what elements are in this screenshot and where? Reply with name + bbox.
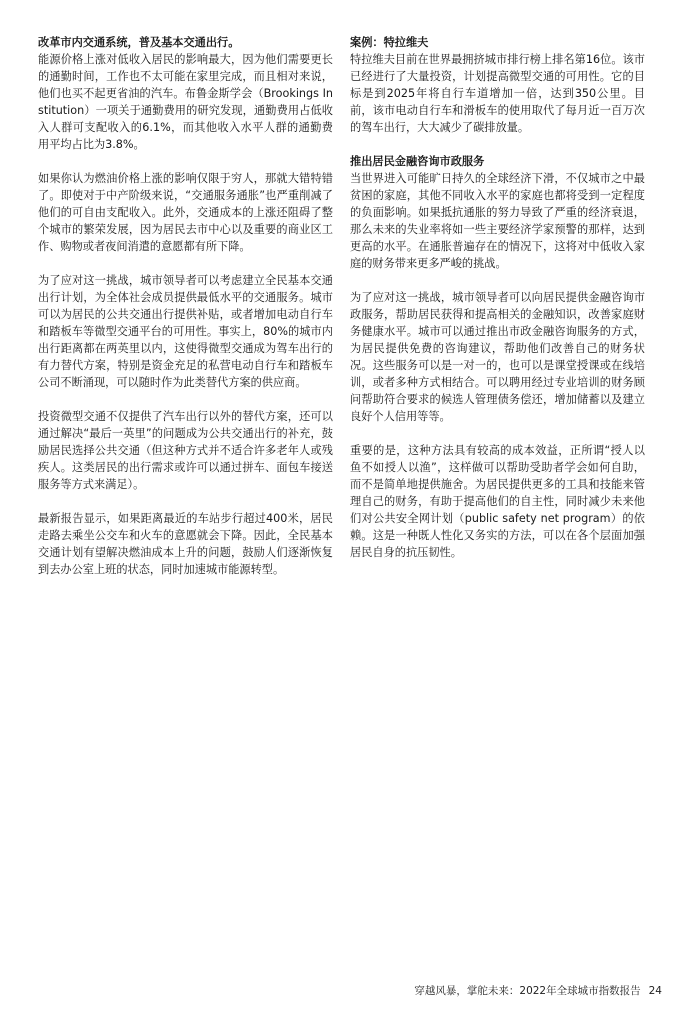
footer-title: 穿越风暴，掌舵未来：2022年全球城市指数报告 [414, 985, 641, 997]
section-heading-finance: 推出居民金融咨询市政服务 [350, 155, 485, 168]
paragraph: 重要的是，这种方法具有较高的成本效益，正所谓“授人以鱼不如授人以渔”，这样做可以帮助受助者学会如何自助，而不是简单地提供施舍。为居民提供更多的工具和技能来管理自己的财务，有助于提高他们的自主性，同时减少未来他们对公共安全网计划（public safety net program）的依赖。这是一种既人性化又务实的方法，可以在各个层面加强居民自身的抗压韧性。 [350, 444, 645, 559]
left-column [38, 34, 333, 595]
case-paragraph: 特拉维夫目前在世界最拥挤城市排行榜上排名第16位。该市已经进行了大量投资，计划提高微型交通的可用性。它的目标是到2025年将自行车道增加一倍，达到350公里。目前，该市电动自行车和滑板车的使用取代了每月近一百万次的驾车出行，大大减少了碳排放量。 [350, 53, 645, 134]
paragraph: 如果你认为燃油价格上涨的影响仅限于穷人，那就大错特错了。即使对于中产阶级来说，“交通服务通胀”也严重削减了他们的可自由支配收入。此外，交通成本的上涨还阻碍了整个城市的繁荣发展，因为居民去市中心以及重要的商业区工作、购物或者夜间消遣的意愿都有所下降。 [38, 172, 333, 253]
paragraph: 能源价格上涨对低收入居民的影响最大，因为他们需要更长的通勤时间，工作也不太可能在家里完成，而且相对来说，他们也买不起更省油的汽车。布鲁金斯学会（Brookings Institution）一项关于通勤费用的研究发现，通勤费用占低收入人群可支配收入的6.1%，而其他收入水平人群的通勤费用平均占比为3.8%。 [38, 53, 333, 151]
paragraph: 当世界进入可能旷日持久的全球经济下滑，不仅城市之中最贫困的家庭，其他不同收入水平的家庭也都将受到一定程度的负面影响。如果抵抗通胀的努力导致了严重的经济衰退，那么未来的失业率将如一些主要经济学家预警的那样，达到更高的水平。在通胀普遍存在的情况下，这将对中低收入家庭的财务带来更多严峻的挑战。 [350, 172, 645, 270]
paragraph: 最新报告显示，如果距离最近的车站步行超过400米，居民走路去乘坐公交车和火车的意愿就会下降。因此，全民基本交通计划有望解决燃油成本上升的问题，鼓励人们逐渐恢复到去办公室上班的状态，同时加速城市能源转型。 [38, 512, 333, 576]
paragraph: 投资微型交通不仅提供了汽车出行以外的替代方案，还可以通过解决“最后一英里”的问题成为公共交通出行的补充，鼓励居民选择公共交通（但这种方式并不适合许多老年人或残疾人。这类居民的出行需求或许可以通过拼车、面包车接送服务等方式来满足）。 [38, 410, 333, 491]
page-number: 24 [648, 985, 662, 997]
paragraph: 为了应对这一挑战，城市领导者可以向居民提供金融咨询市政服务，帮助居民获得和提高相关的金融知识，改善家庭财务健康水平。城市可以通过推出市政金融咨询服务的方式，为居民提供免费的咨询建议，帮助他们改善自己的财务状况。这些服务可以是一对一的，也可以是课堂授课或在线培训，或者多种方式相结合。可以聘用经过专业培训的财务顾问帮助符合要求的候选人管理债务偿还，增加储蓄以及建立良好个人信用等等。 [350, 291, 645, 423]
section-heading-transport: 改革市内交通系统，普及基本交通出行。 [38, 36, 240, 49]
paragraph: 为了应对这一挑战，城市领导者可以考虑建立全民基本交通出行计划，为全体社会成员提供最低水平的交通服务。城市可以为居民的公共交通出行提供补贴，或者增加电动自行车和踏板车等微型交通平台的可用性。事实上，80%的城市内出行距离都在两英里以内，这使得微型交通成为驾车出行的有力替代方案，特别是资金充足的私营电动自行车和踏板车公司不断涌现，可以随时作为此类替代方案的供应商。 [38, 274, 333, 389]
case-heading: 案例：特拉维夫 [350, 36, 429, 49]
page-footer [414, 984, 662, 998]
right-column [350, 34, 645, 578]
